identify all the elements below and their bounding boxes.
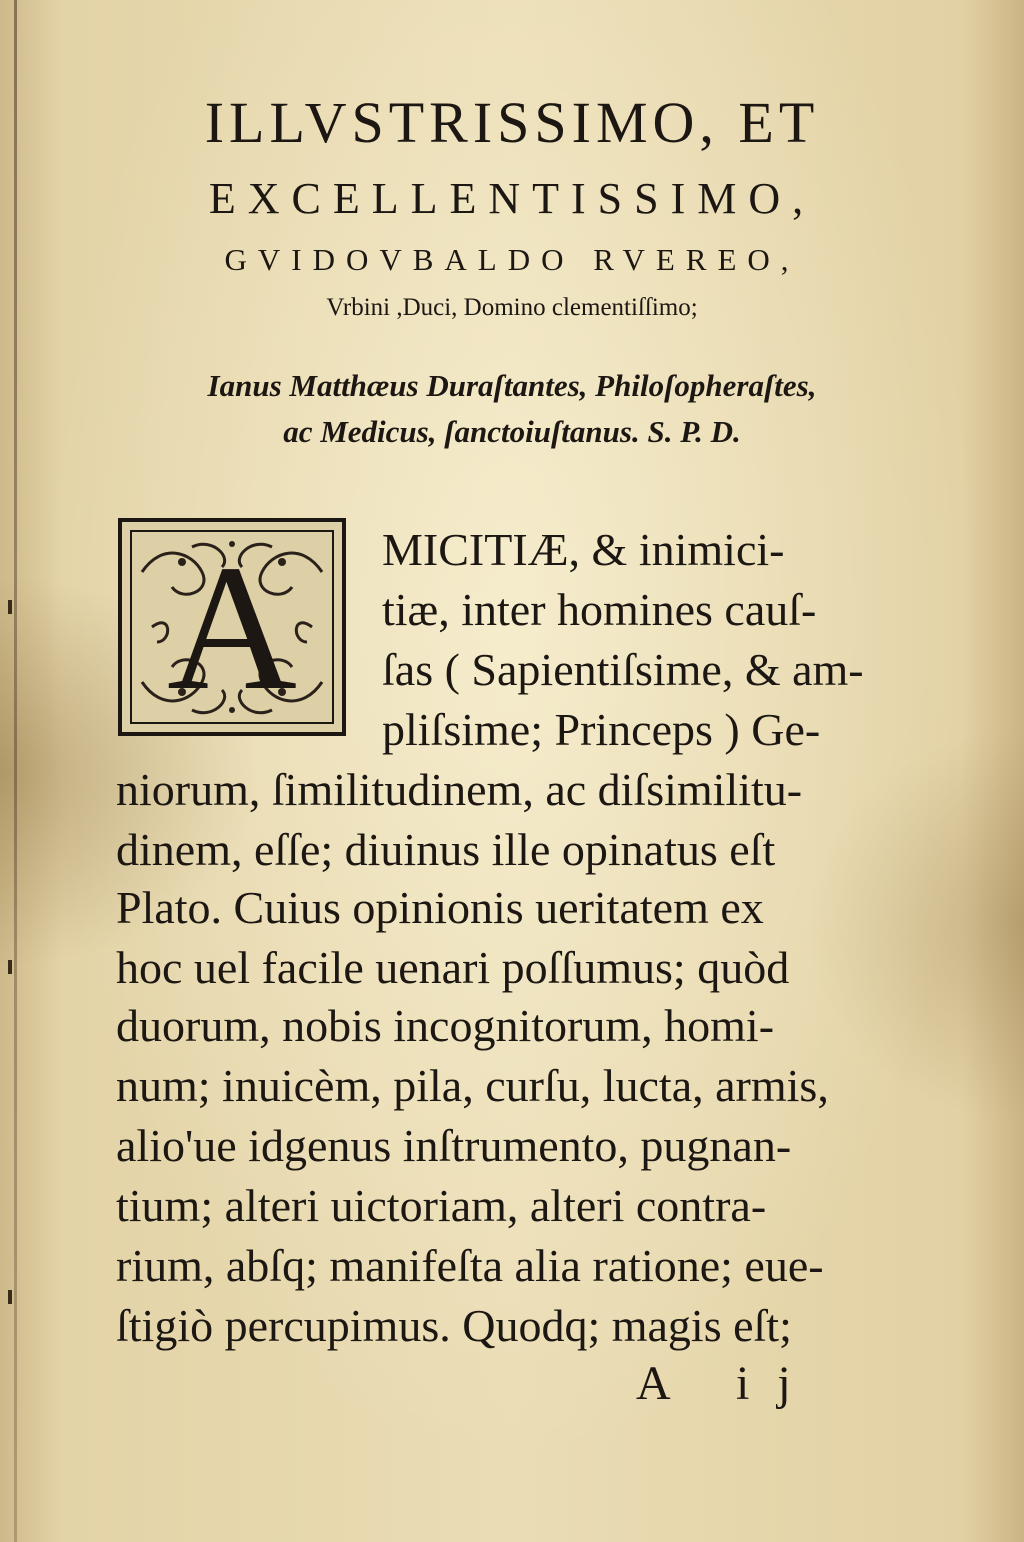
text-line: hoc uel facile uenari poſſumus; quòd — [116, 942, 790, 993]
text-line: tium; alteri uictoriam, alteri contra- — [116, 1180, 767, 1231]
gutter-mark — [8, 600, 12, 614]
author-line-1: Ianus Matthæus Duraſtantes, Philoſopheraſtes, — [207, 368, 817, 403]
text-line: duorum, nobis incognitorum, homi- — [116, 1000, 775, 1051]
text-line: pliſsime; Princeps ) Ge- — [382, 704, 821, 755]
text-line: alio'ue idgenus inſtrumento, pugnan- — [116, 1120, 792, 1171]
text-line: ſas ( Sapientiſsime, & am- — [382, 644, 864, 695]
text-line: tiæ, inter homines cauſ- — [382, 584, 817, 635]
dedication-title-line-1: ILLVSTRISSIMO, ET — [204, 90, 820, 155]
decorated-initial-frame — [130, 530, 334, 724]
text-line: num; inuicèm, pila, curſu, lucta, armis, — [116, 1060, 829, 1111]
text-line: MICITIÆ, & inimici- — [382, 524, 785, 575]
initial-letter: A — [167, 530, 297, 724]
text-line: niorum, ſimilitudinem, ac diſsimilitu- — [116, 764, 803, 815]
page-gutter — [14, 0, 17, 1542]
dedication-title-line-2: EXCELLENTISSIMO, — [208, 174, 816, 223]
dedication-title-line-3: GVIDOVBALDO RVEREO, — [224, 242, 800, 277]
text-line: ſtigiò percupimus. Quodq; magis eſt; — [116, 1300, 792, 1351]
gutter-mark — [8, 960, 12, 974]
decorated-initial — [118, 518, 346, 736]
gutter-mark — [8, 1290, 12, 1304]
text-line: rium, abſq; manifeſta alia ratione; eue- — [116, 1240, 824, 1291]
author-line-2: ac Medicus, ſanctoiuſtanus. S. P. D. — [283, 414, 741, 449]
text-line: dinem, eſſe; diuinus ille opinatus eſt — [116, 824, 776, 875]
text-line: Plato. Cuius opinionis ueritatem ex — [116, 882, 764, 933]
dedication-subtitle: Vrbini ,Duci, Domino clementiſſimo; — [326, 294, 698, 321]
signature-mark: A ij — [636, 1357, 819, 1410]
